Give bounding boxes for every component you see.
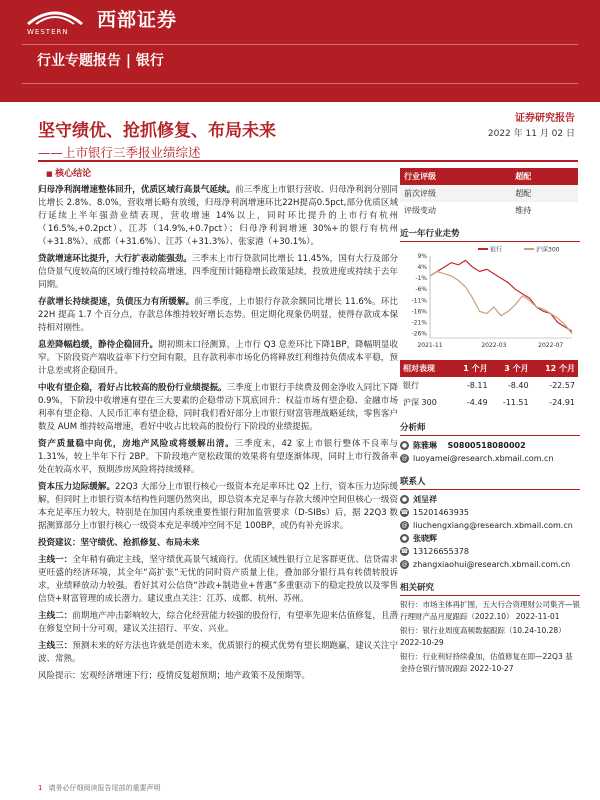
rating-prev-label: 前次评级	[400, 185, 511, 202]
summary-paragraph: 资产质量稳中向优，房地产风险或将缓解出清。三季度末，42 家上市银行整体不良率与 1.31%，较上半年下行 2BP。下阶段地产宽松政策的效果将有望逐渐体现，同时上市行拨备率处在较高水平，预期涉房风险将持续缓释。	[38, 439, 398, 475]
legend-label: 银行	[490, 246, 503, 254]
analyst-name: 陈雅琳	[413, 441, 437, 450]
y-tick-label: -11%	[411, 297, 427, 305]
perf-header: 相对表现	[400, 360, 451, 377]
y-tick-label: 9%	[417, 253, 427, 260]
related-research	[400, 599, 580, 674]
analyst-heading: 分析师	[400, 421, 580, 436]
contact-email[interactable]: zhangxiaohui@research.xbmail.com.cn	[413, 560, 571, 569]
report-date: 2022 年 11 月 02 日	[487, 129, 575, 139]
y-tick-label: -26%	[411, 330, 427, 338]
perf-header: 1 个月	[451, 360, 490, 377]
perf-cell: 银行	[403, 381, 419, 390]
contacts-heading: 联系人	[400, 475, 580, 490]
y-tick-label: 4%	[417, 264, 427, 272]
research-label: 证券研究报告	[515, 113, 575, 124]
email-icon: @	[401, 522, 408, 529]
x-tick-label: 2022-07	[538, 342, 564, 349]
email-icon: @	[401, 561, 408, 568]
summary-paragraph: 归母净利润增速整体回升，优质区域行高景气延续。前三季度上市银行营收、归母净利润分别同比增长 2.8%、8.0%，营收增长略有放缓，归母净利润增速环比22H提高0.5pct,部分优质区域行延续上半年强劲业绩表现，营收增速 14%以上，同时环比提升的上市行有杭州（16.5%,+0.2pct）、江苏（14.9%,+0.7pct）；归母净利润增速 30%+的银行有杭州（+31.8%）、成都（+31.6%）、江苏（+31.3%）、张家港（+30.1%）。	[38, 185, 398, 247]
page-number: 1	[38, 784, 43, 792]
sidebar	[400, 168, 580, 677]
disclaimer: 请务必仔细阅读报告尾部的重要声明	[48, 784, 161, 792]
x-tick-label: 2021-11	[417, 342, 443, 349]
y-tick-label: -16%	[411, 308, 427, 316]
person-icon: ●	[401, 442, 408, 449]
person-icon: ●	[401, 535, 408, 542]
invest-item: 主线一：全年稍有确定主线，坚守绩优高景气城商行。优质区域性银行立足客群更优、信贷需求更旺盛的经济环境，其全年“高扩张”无忧的同时资产质量上佳，叠加部分银行具有转债转股诉求，业绩释放动力较强。看好其对公信贷“涉政+制造业+普惠”多重驱动下的稳定投放以及零售信贷+财富管理的成长潜力。建议重点关注：江苏、成都、杭州、苏州。	[38, 555, 398, 604]
report-subtitle: ——上市银行三季报业绩综述	[38, 145, 201, 160]
contact-email[interactable]: liuchengxiang@research.xbmail.com.cn	[413, 521, 573, 530]
chart-title: 近一年行业走势	[400, 229, 460, 239]
perf-cell: -4.49	[466, 398, 488, 407]
related-item[interactable]: 银行：银行业周度高频数据跟踪（10.24-10.28） 2022-10-29	[400, 626, 566, 647]
perf-cell: -8.40	[507, 381, 529, 390]
company-en: WESTERN	[27, 28, 69, 36]
invest-item: 主线二：前期地产冲击影响较大，综合化经营能力较强的股份行，有望率先迎来估值修复，且潜在修复空间十分可观，建议关注招行、平安、兴业。	[38, 611, 398, 634]
company-name: 西部证券	[97, 9, 178, 31]
x-tick-label: 2022-03	[481, 342, 507, 349]
risk-note: 风险提示：宏观经济增速下行；疫情反复超预期；地产政策不及预期等。	[38, 671, 311, 681]
person-icon: ●	[401, 496, 408, 503]
perf-header: 12 个月	[532, 360, 578, 377]
rating-change-value: 维持	[515, 206, 532, 215]
analyst-email[interactable]: luoyamei@research.xbmail.com.cn	[413, 454, 554, 463]
report-title: 坚守绩优、抢抓修复、布局未来	[38, 121, 276, 141]
perf-cell: -11.51	[502, 398, 529, 407]
phone-icon: ☎	[400, 548, 409, 555]
page-footer	[38, 783, 160, 793]
rating-header-value: 超配	[511, 168, 578, 185]
invest-item: 主线三：预测未来的好方法也许就是创造未来，优质银行的模式优势有望长期跑赢，建议关注宁波、常熟。	[38, 641, 398, 664]
contact-phone: 13126655378	[413, 547, 469, 556]
perf-cell: -22.57	[549, 381, 575, 390]
y-tick-label: -6%	[415, 286, 427, 294]
summary-paragraph: 资本压力边际缓解。22Q3 大部分上市银行核心一级资本充足率环比 Q2 上行，资本压力边际缓解，但同时上市银行资本结构性问题仍然突出，即总资本充足率与存款大缓冲空间但核心一级资本充足率压力较大，特别是在加国内系统重要性银行附加监管要求（D-SIBs）后，据 22Q3 数据测算部分上市银行核心一级资本充足率缓冲空间不足 100BP，或仍有补充诉求。	[38, 482, 398, 531]
y-tick-label: -1%	[415, 275, 427, 283]
contact-name: 刘呈祥	[413, 495, 437, 504]
summary-paragraph: 贷款增速环比提升，大行扩表动能强劲。三季末上市行贷款同比增长 11.45%，国有大行及部分信贷景气度较高的区域行维持较高增速，四季度预计随稳增长政策延续，投放进度或持续于去年同期。	[38, 254, 398, 290]
perf-cell: -24.91	[549, 398, 575, 407]
rating-prev-value: 超配	[511, 185, 578, 202]
rating-header-label: 行业评级	[400, 168, 511, 185]
report-type: 行业专题报告 | 银行	[37, 53, 164, 69]
rating-change-label: 评级变动	[404, 206, 436, 215]
summary-paragraph: 存款增长持续提速，负债压力有所缓解。前三季度，上市银行存款余额同比增长 11.6%。环比 22H 提高 1.7 个百分点，存款总体维持较好增长态势。但定期化现象仍明显，使得存款成本保持相对刚性。	[38, 297, 398, 333]
trend-chart	[400, 241, 580, 354]
contact-phone: 15201463935	[413, 508, 469, 517]
related-item[interactable]: 银行：行业利好持续叠加，估值修复在即—22Q3 基金持仓银行情况跟踪 2022-10-27	[400, 652, 573, 673]
email-icon: @	[401, 455, 408, 462]
perf-cell: -8.11	[466, 381, 488, 390]
rating-table	[400, 168, 578, 219]
y-tick-label: -21%	[411, 319, 427, 327]
main-body	[38, 168, 398, 687]
related-item[interactable]: 银行：市场主体再扩围，五大行合资理财公司集齐—银行理财产品月度跟踪（2022.10） 2022-11-01	[400, 600, 580, 621]
invest-heading: 投资建议：坚守绩优、抢抓修复、布局未来	[38, 538, 200, 548]
performance-table	[400, 360, 578, 411]
series-line	[430, 260, 572, 331]
analyst-cert: S0800518080002	[447, 441, 526, 450]
summary-paragraph: 息差降幅趋缓，静待企稳回升。期初期末口径测算，上市行 Q3 息差环比下降1BP，降幅明显收窄。下阶段资产端收益率下行空间有限，且存款利率市场化仍将释放红利维持负债成本平稳，预计息差或将企稳回升。	[38, 340, 398, 376]
perf-cell: 沪深 300	[403, 398, 437, 407]
legend-label: 沪深300	[536, 246, 560, 254]
summary-paragraph: 中收有望企稳，看好占比较高的股份行业绩提振。三季度上市银行手续费及佣金净收入同比下降 0.9%，下阶段中收增速有望在三大要素的企稳带动下筑底回升：权益市场有望企稳、金融市场利率有望企稳、人民币汇率有望企稳，同时我们看好部分上市银行财富管理战略延续，零售客户数及 AUM 维持较高增速，看好中收占比较高的股份行下阶段的业绩提振。	[38, 383, 398, 432]
section-heading: ■ 核心结论	[46, 168, 398, 181]
series-line	[430, 272, 572, 334]
analyst-info	[400, 439, 580, 465]
related-heading: 相关研究	[400, 581, 580, 596]
phone-icon: ☎	[400, 509, 409, 516]
contact-list	[400, 493, 580, 571]
report-header	[0, 0, 600, 102]
perf-header: 3 个月	[491, 360, 532, 377]
contact-name: 张晓辉	[413, 534, 437, 543]
